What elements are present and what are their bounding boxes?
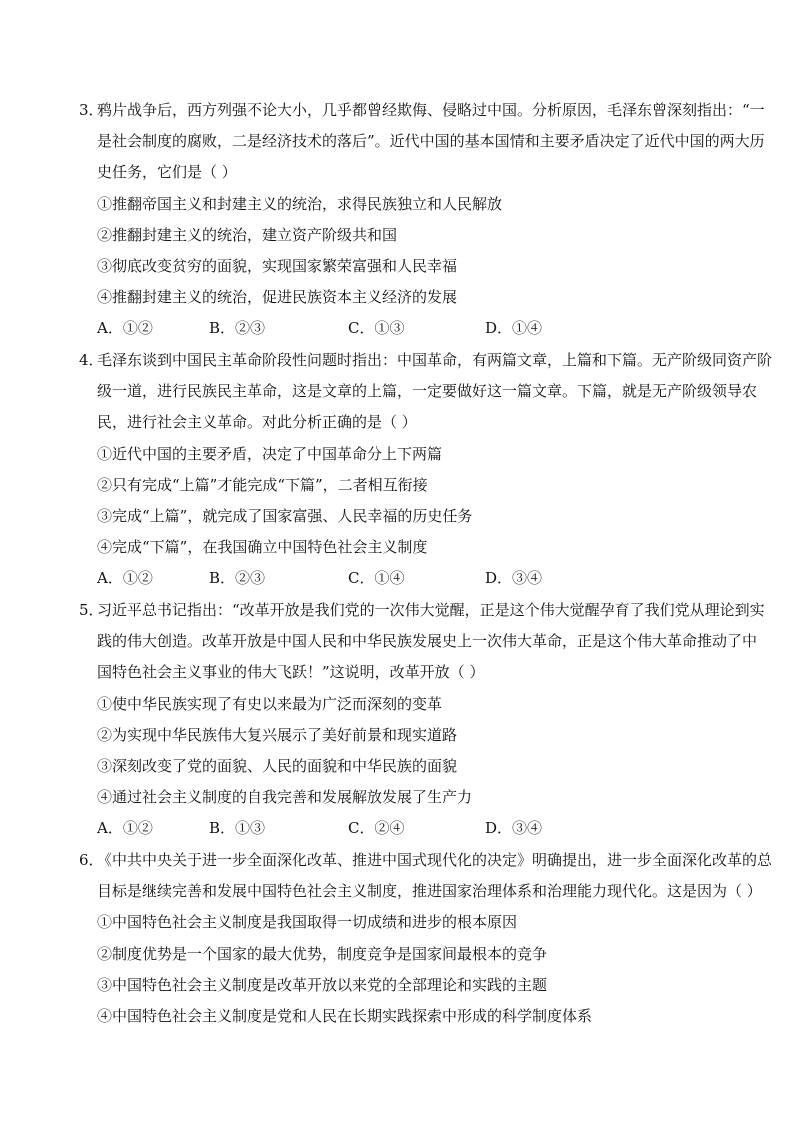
statement-option-3: ③彻底改变贫穷的面貌，实现国家繁荣富强和人民幸福 [97,257,458,275]
statement-option-3: ③完成“上篇”，就完成了国家富强、人民幸福的历史任务 [97,507,473,525]
answer-choice-a[interactable]: A．①② [97,569,153,587]
statement-option-2: ②制度优势是一个国家的最大优势，制度竞争是国家间最根本的竞争 [97,945,548,963]
question-number: 3． [79,101,104,119]
statement-option-4: ④通过社会主义制度的自我完善和发展解放发展了生产力 [97,788,473,806]
question-stem-line: 5．习近平总书记指出：“改革开放是我们党的一次伟大觉醒，正是这个伟大觉醒孕育了我们党从理论到实 [79,601,765,619]
statement-option-4: ④推翻封建主义的统治，促进民族资本主义经济的发展 [97,288,458,306]
question-stem-line: 3．鸦片战争后，西方列强不论大小，几乎都曾经欺侮、侵略过中国。分析原因，毛泽东曾深刻指出：“一 [79,101,765,119]
statement-option-4: ④中国特色社会主义制度是党和人民在长期实践探索中形成的科学制度体系 [97,1007,593,1025]
answer-choice-d[interactable]: D．③④ [485,819,543,837]
question-number: 6． [79,851,104,869]
answer-choices [97,568,717,588]
question-stem-line: 民，进行社会主义革命。对此分析正确的是（ ） [97,413,417,431]
answer-choices [97,818,717,838]
answer-choice-d[interactable]: D．①④ [485,319,543,337]
answer-choice-a[interactable]: A．①② [97,319,153,337]
statement-option-4: ④完成“下篇”，在我国确立中国特色社会主义制度 [97,538,428,556]
question-number: 4． [79,351,104,369]
statement-option-1: ①中国特色社会主义制度是我国取得一切成绩和进步的根本原因 [97,913,518,931]
question-number: 5． [79,601,104,619]
statement-option-2: ②推翻封建主义的统治，建立资产阶级共和国 [97,226,398,244]
answer-choice-d[interactable]: D．③④ [485,569,543,587]
answer-choice-b[interactable]: B．①③ [209,819,266,837]
answer-choice-c[interactable]: C．②④ [348,819,405,837]
answer-choice-b[interactable]: B．②③ [209,319,266,337]
question-stem-line: 史任务，它们是（ ） [97,163,237,181]
answer-choice-c[interactable]: C．①③ [348,319,405,337]
question-stem-line: 目标是继续完善和发展中国特色社会主义制度，推进国家治理体系和治理能力现代化。这是因为（ ） [97,882,762,900]
answer-choice-b[interactable]: B．②③ [209,569,266,587]
question-stem-line: 级一道，进行民族民主革命，这是文章的上篇，一定要做好这一篇文章。下篇，就是无产阶级领导农 [97,382,758,400]
question-stem-line: 国特色社会主义事业的伟大飞跃！”这说明，改革开放（ ） [97,663,485,681]
answer-choices [97,318,717,338]
answer-choice-c[interactable]: C．①④ [348,569,405,587]
statement-option-1: ①近代中国的主要矛盾，决定了中国革命分上下两篇 [97,445,443,463]
statement-option-1: ①使中华民族实现了有史以来最为广泛而深刻的变革 [97,695,443,713]
statement-option-2: ②为实现中华民族伟大复兴展示了美好前景和现实道路 [97,726,458,744]
question-stem-line: 践的伟大创造。改革开放是中国人民和中华民族发展史上一次伟大革命，正是这个伟大革命推动了中 [97,632,758,650]
statement-option-3: ③中国特色社会主义制度是改革开放以来党的全部理论和实践的主题 [97,976,548,994]
question-stem-line: 是社会制度的腐败，二是经济技术的落后”。近代中国的基本国情和主要矛盾决定了近代中国的两大历 [97,132,765,150]
question-stem-line: 6．《中共中央关于进一步全面深化改革、推进中国式现代化的决定》明确提出，进一步全面深化改革的总 [79,851,773,869]
answer-choice-a[interactable]: A．①② [97,819,153,837]
statement-option-3: ③深刻改变了党的面貌、人民的面貌和中华民族的面貌 [97,757,458,775]
question-stem-line: 4．毛泽东谈到中国民主革命阶段性问题时指出：中国革命，有两篇文章，上篇和下篇。无产阶级同资产阶 [79,351,773,369]
statement-option-1: ①推翻帝国主义和封建主义的统治，求得民族独立和人民解放 [97,195,503,213]
statement-option-2: ②只有完成“上篇”才能完成“下篇”，二者相互衔接 [97,476,428,494]
